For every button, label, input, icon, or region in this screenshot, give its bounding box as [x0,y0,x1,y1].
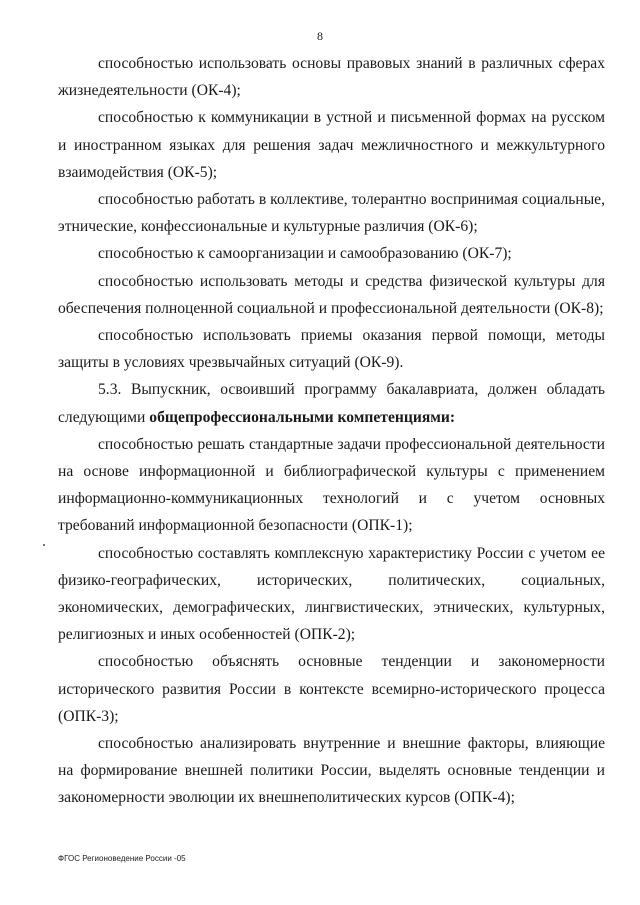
paragraph-opk-2: способностью составлять комплексную характеристику России с учетом ее физико-географических, исторических, политических, социальных, экономических, демографических, лингвистических, этнических, культурных, религиозных и иных особенностей (ОПК-2); [58,544,605,644]
paragraph-ok-7: способностью к самоорганизации и самообразованию (ОК-7); [98,245,512,263]
section-5-3-bold: общепрофессиональными компетенциями: [149,408,456,426]
paragraph-ok-4: способностью использовать основы правовых знаний в различных сферах жизнедеятельности (ОК-4); [58,55,605,100]
paragraph-opk-1: способностью решать стандартные задачи профессиональной деятельности на основе информационной и библиографической культуры с применением информационно-коммуникационных технологий и с учетом основных требований информационной безопасности (ОПК-1); [58,435,605,535]
section-5-3 [58,376,605,430]
page-footer: ФГОС Регионоведение России -05 [58,854,186,863]
paragraph-ok-5: способностью к коммуникации в устной и письменной формах на русском и иностранном языках для решения задач межличностного и межкультурного взаимодействия (ОК-5); [58,109,605,181]
paragraph-ok-9: способностью использовать приемы оказания первой помощи, методы защиты в условиях чрезвычайных ситуаций (ОК-9). [58,327,605,372]
paragraph-opk-4: способностью анализировать внутренние и внешние факторы, влияющие на формирование внешней политики России, выделять основные тенденции и закономерности эволюции их внешнеполитических курсов (ОПК-4); [58,735,605,807]
paragraph-opk-3: способностью объяснять основные тенденции и закономерности исторического развития России в контексте всемирно-исторического процесса (ОПК-3); [58,653,605,725]
paragraph-ok-8: способностью использовать методы и средства физической культуры для обеспечения полноценной социальной и профессиональной деятельности (ОК-8); [58,272,605,317]
section-5-3-text: 5.3. Выпускник, освоивший программу бакалавриата, должен обладать следующими [58,381,605,426]
paragraph-ok-6: способностью работать в коллективе, толерантно воспринимая социальные, этнические, конфессиональные и культурные различия (ОК-6); [58,191,605,236]
scan-speck [43,544,45,546]
page-number: 8 [317,29,323,43]
document-body [58,50,605,812]
